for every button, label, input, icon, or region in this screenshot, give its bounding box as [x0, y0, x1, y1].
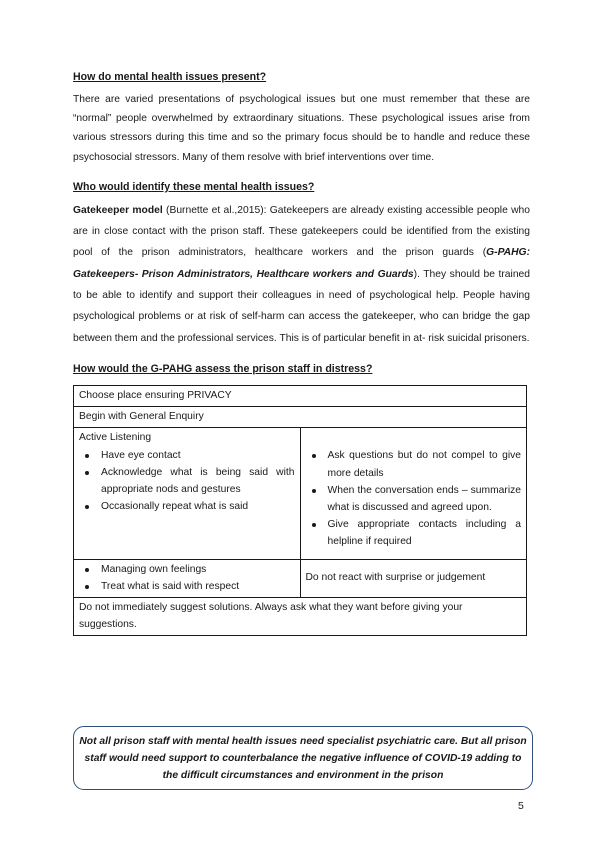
- feelings-list: [79, 561, 295, 595]
- gatekeeper-lead: Gatekeeper model: [73, 204, 163, 216]
- table-row: [74, 559, 527, 597]
- table-row: [74, 597, 527, 635]
- paragraph-gatekeeper: [73, 200, 530, 349]
- assessment-table: [73, 385, 527, 636]
- heading-present: How do mental health issues present?: [73, 71, 267, 83]
- gpahg-definition: G-PAHG: Gatekeepers- Prison Administrators, Healthcare workers and Guards: [73, 247, 530, 280]
- questions-cell: [300, 428, 527, 559]
- table-row: [74, 385, 527, 406]
- list-item: Give appropriate contacts including a helpline if required: [306, 516, 522, 550]
- list-item: Treat what is said with respect: [79, 578, 295, 595]
- enquiry-cell: Begin with General Enquiry: [74, 407, 527, 428]
- heading-assess: How would the G-PAHG assess the prison staff in distress?: [73, 362, 373, 375]
- document-body: [73, 70, 530, 636]
- suggestions-cell: Do not immediately suggest solutions. Always ask what they want before giving your suggestions.: [74, 597, 527, 635]
- feelings-cell: [74, 559, 301, 597]
- no-react-cell: Do not react with surprise or judgement: [300, 559, 527, 597]
- list-item: Ask questions but do not compel to give more details: [306, 447, 522, 481]
- paragraph-present: There are varied presentations of psychological issues but one must remember that these are “normal” people overwhelmed by extraordinary situations. These psychological issues arise from various stressors during this time and so the primary focus should be to handle and reduce these psychosocial stressors. Many of them resolve with brief interventions over time.: [73, 94, 530, 163]
- listening-label: Active Listening: [79, 432, 152, 444]
- privacy-cell: Choose place ensuring PRIVACY: [74, 385, 527, 406]
- listening-list: [79, 447, 295, 516]
- gatekeeper-text-a: (Burnette et al.,2015): Gatekeepers are already existing accessible people who are in close contact with the prison staff. These gatekeepers could be identified from the existing pool of the prison administrators, healthcare workers and the prison guards (: [73, 204, 530, 259]
- table-row: [74, 428, 527, 559]
- list-item: Have eye contact: [79, 447, 295, 464]
- list-item: Occasionally repeat what is said: [79, 498, 295, 515]
- list-item: When the conversation ends – summarize what is discussed and agreed upon.: [306, 482, 522, 516]
- table-row: [74, 407, 527, 428]
- list-item: Managing own feelings: [79, 561, 295, 578]
- heading-identify: Who would identify these mental health issues?: [73, 180, 315, 193]
- list-item: Acknowledge what is being said with appropriate nods and gestures: [79, 464, 295, 498]
- gatekeeper-text-b: ). They should be trained to be able to identify and support their colleagues in need of psychological help. People having psychological problems or at risk of self-harm can access the gatekeeper, who can bridge the gap between them and the professional services. This is of particular benefit in at- risk suicidal prisoners.: [73, 268, 530, 344]
- questions-list: [306, 447, 522, 550]
- listening-cell: [74, 428, 301, 559]
- page-number: 5: [518, 800, 524, 812]
- callout-box: Not all prison staff with mental health issues need specialist psychiatric care. But all prison staff would need support to counterbalance the negative influence of COVID-19 adding to the difficult circumstances and environment in the prison: [73, 726, 533, 790]
